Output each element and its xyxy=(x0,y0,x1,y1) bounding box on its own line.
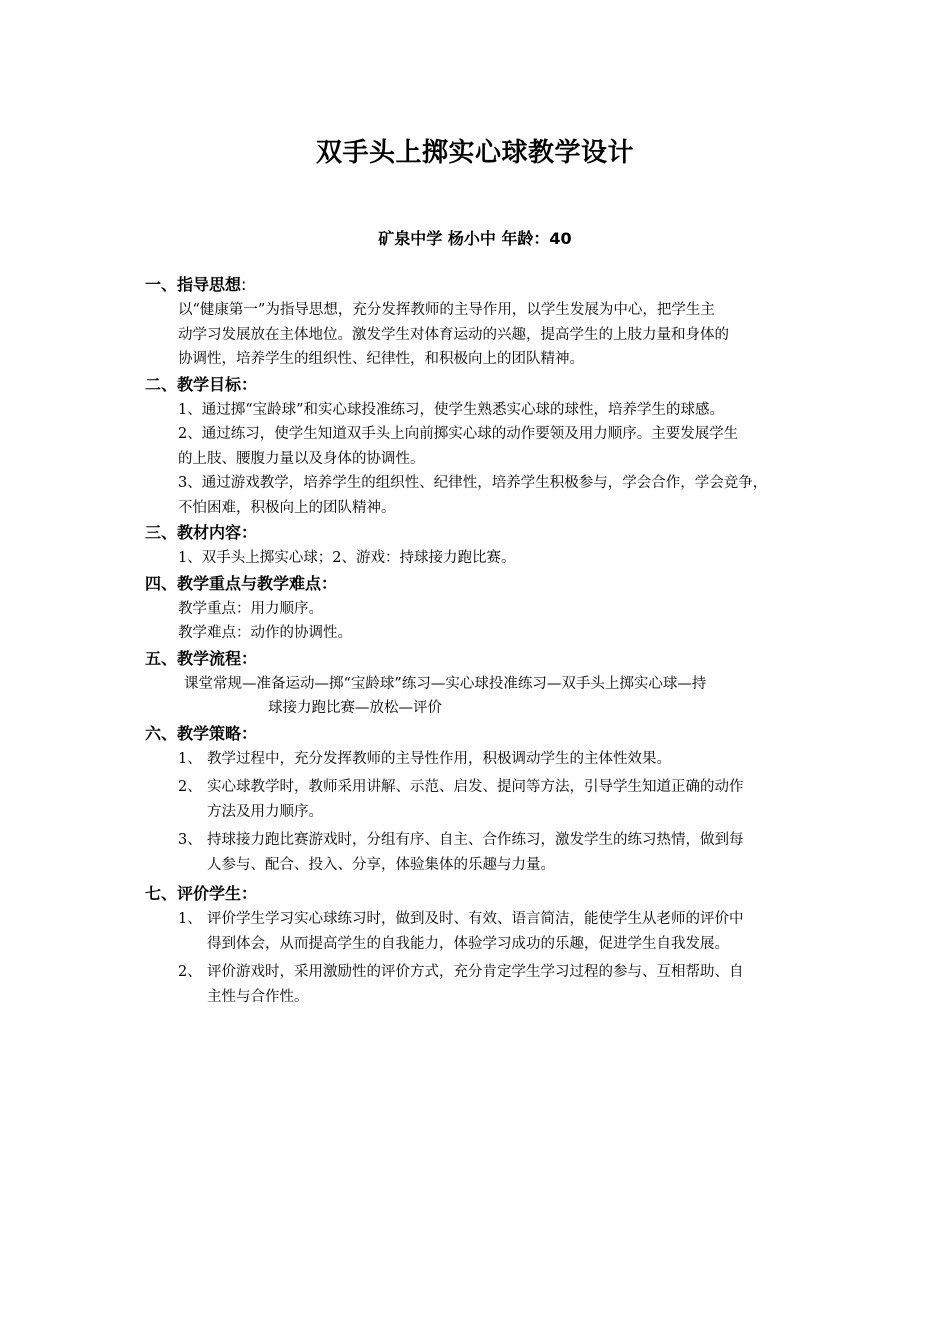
teaching-goal-line: 3、通过游戏教学，培养学生的组织性、纪律性，培养学生积极参与，学会合作，学会竞争， xyxy=(178,475,768,491)
strategy-item xyxy=(145,775,820,824)
section-heading-evaluation: 七、评价学生： xyxy=(145,884,258,903)
document-title: 双手头上掷实心球教学设计 xyxy=(315,138,634,168)
section-heading-materials: 三、教材内容： xyxy=(145,523,258,542)
evaluation-item xyxy=(145,907,820,956)
item-text: 人参与、配合、投入、分享，体验集体的乐趣与力量。 xyxy=(207,856,555,873)
guiding-idea-line: 动学习发展放在主体地位。激发学生对体育运动的兴趣，提高学生的上肢力量和身体的 xyxy=(178,326,729,343)
teaching-flow-line: 球接力跑比赛—放松—评价 xyxy=(268,700,442,716)
document-body xyxy=(145,272,820,1013)
item-number: 1、 xyxy=(178,750,202,767)
evaluation-item xyxy=(145,960,820,1009)
teaching-goal-line: 的上肢、腰腹力量以及身体的协调性。 xyxy=(178,450,425,467)
item-number: 2、 xyxy=(178,964,202,980)
author-byline: 矿泉中学 杨小中 年龄：40 xyxy=(378,229,572,248)
section-heading-strategies: 六、教学策略： xyxy=(145,723,258,743)
item-text: 评价游戏时，采用激励性的评价方式，充分肯定学生学习过程的参与、互相帮助、自 xyxy=(207,964,744,980)
teaching-goal-line: 1、通过掷“宝龄球”和实心球投准练习，使学生熟悉实心球的球性，培养学生的球感。 xyxy=(178,401,725,418)
guiding-idea-line: 以“健康第一”为指导思想，充分发挥教师的主导作用，以学生发展为中心，把学生主 xyxy=(178,302,715,318)
teaching-goal-line: 2、通过练习，使学生知道双手头上向前掷实心球的动作要领及用力顺序。主要发展学生 xyxy=(178,426,739,442)
teaching-goal-line: 不怕困难，积极向上的团队精神。 xyxy=(178,499,396,516)
item-text: 实心球教学时，教师采用讲解、示范、启发、提问等方法，引导学生知道正确的动作 xyxy=(207,779,744,795)
teaching-flow-line: 课堂常规—准备运动—掷“宝龄球”练习—实心球投准练习—双手头上掷实心球—持 xyxy=(184,675,707,692)
strategy-item xyxy=(145,747,820,772)
difficulty-line: 教学难点：动作的协调性。 xyxy=(178,625,352,641)
item-text: 主性与合作性。 xyxy=(207,988,309,1005)
item-number: 2、 xyxy=(178,779,202,795)
strategy-item xyxy=(145,828,820,877)
section-heading-teaching-goals: 二、教学目标： xyxy=(145,374,258,394)
section-heading-teaching-flow: 五、教学流程： xyxy=(145,648,258,668)
item-number: 1、 xyxy=(178,911,202,927)
key-point-line: 教学重点：用力顺序。 xyxy=(178,600,323,617)
item-text: 持球接力跑比赛游戏时，分组有序、自主、合作练习，激发学生的练习热情，做到每 xyxy=(207,832,744,848)
item-text: 得到体会，从而提高学生的自我能力，体验学习成功的乐趣，促进学生自我发展。 xyxy=(207,935,729,952)
item-number: 3、 xyxy=(178,832,202,848)
item-text: 评价学生学习实心球练习时，做到及时、有效、语言简洁，能使学生从老师的评价中 xyxy=(207,911,744,927)
materials-line: 1、双手头上掷实心球；2、游戏：持球接力跑比赛。 xyxy=(178,550,516,566)
item-text: 教学过程中，充分发挥教师的主导性作用，积极调动学生的主体性效果。 xyxy=(207,750,671,767)
item-text: 方法及用力顺序。 xyxy=(207,803,323,820)
section-heading-guiding-idea: 一、指导思想: xyxy=(145,275,247,294)
guiding-idea-line: 协调性，培养学生的组织性、纪律性，和积极向上的团队精神。 xyxy=(178,351,584,367)
section-heading-key-points: 四、教学重点与教学难点： xyxy=(145,573,338,593)
